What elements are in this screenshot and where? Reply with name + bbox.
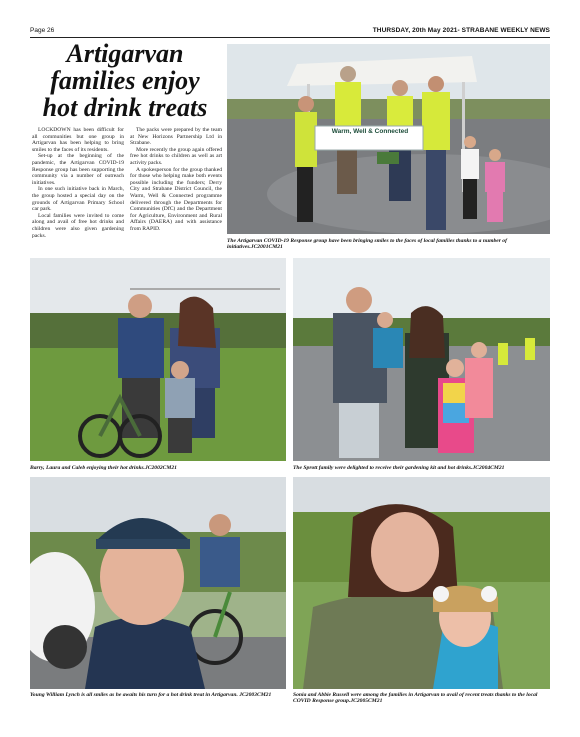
paragraph: LOCKDOWN has been difficult for all communities but one group in Artigarvan has been helping to bring smiles to the faces of its residents.	[32, 127, 124, 153]
masthead-rule	[30, 37, 550, 38]
issue-line: THURSDAY, 20th May 2021- STRABANE WEEKLY NEWS	[372, 27, 550, 34]
paragraph: In one such initiative back in March, the group hosted a special day on the grounds of Artigarvan Primary School car park.	[32, 186, 124, 213]
family-photo-barry	[30, 258, 286, 461]
family-photo-sprott	[293, 258, 550, 461]
masthead	[30, 25, 550, 36]
caption-top: The Artigarvan COVID-19 Response group have been bringing smiles to the faces of local families thanks to a number of initiatives.JC2001CM21	[227, 238, 507, 251]
paragraph: A spokesperson for the group thanked for those who helping make both events possible including the funders; Derry City and Strabane District Council, the Warm, Well & Connected programme delivered through the Departments for Communities (DfC) and the Department for Agriculture, Environment and Rural Affairs (DAERA) and with assistance from RAPID.	[130, 166, 222, 232]
caption-mid-right: The Sprott family were delighted to receive their gardening kit and hot drinks.JC2004CM21	[293, 465, 505, 471]
caption-bottom-right: Sonia and Abbie Russell were among the families in Artigarvan to avail of recent treats thanks to the local COVID Response group.JC2005CM21	[293, 692, 538, 705]
article-headline: Artigarvan families enjoy hot drink treats	[42, 39, 208, 122]
family-photo-russell	[293, 477, 550, 689]
page-number: Page 26	[30, 27, 55, 34]
paragraph: The packs were prepared by the team at New Horizons Partnership Ltd in Strabane.	[130, 127, 222, 147]
group-photo	[227, 44, 550, 234]
caption-bottom-left: Young William Lynch is all smiles as he awaits his turn for a hot drink treat in Artigarvan. JC2003CM21	[30, 692, 272, 698]
paragraph: More recently the group again offered free hot drinks to children as well as art activity packs.	[130, 146, 222, 166]
article-column-2	[130, 127, 222, 233]
paragraph: Set-up at the beginning of the pandemic, the Artigarvan COVID-19 Response group has been supporting the community via a number of outreach initiatives.	[32, 153, 124, 186]
caption-mid-left: Barry, Laura and Caleb enjoying their hot drinks.JC2002CM21	[30, 465, 177, 471]
child-photo-william	[30, 477, 286, 689]
paragraph: Local families were invited to come along and avail of free hot drinks and children were also given gardening packs.	[32, 212, 124, 239]
banner-text: Warm, Well & Connected	[331, 128, 409, 135]
article-column-1	[32, 127, 124, 239]
